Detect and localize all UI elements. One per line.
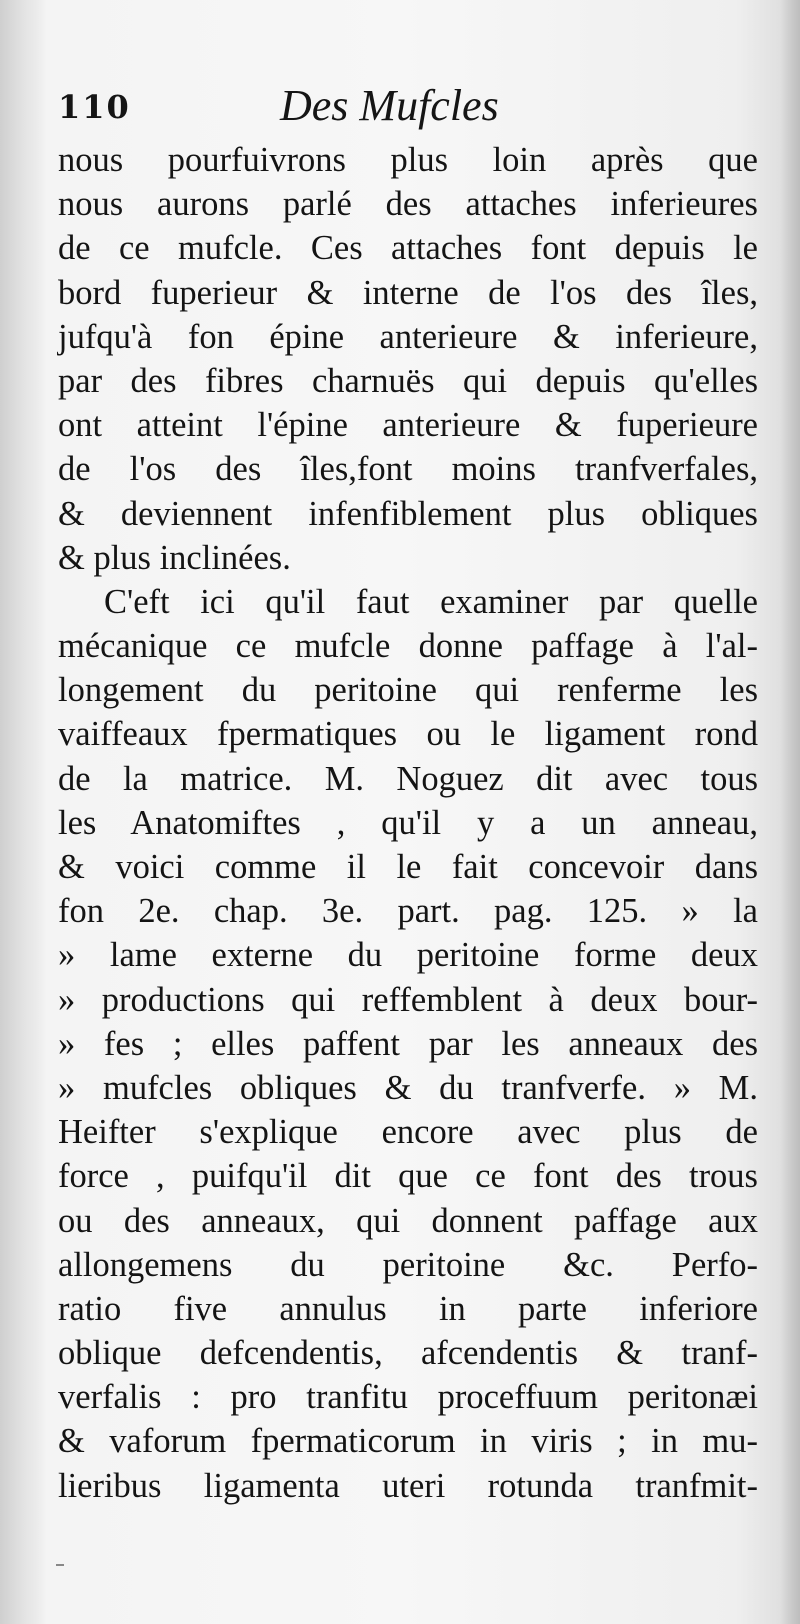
text-line: & plus inclinées. xyxy=(58,538,291,577)
text-line: par des fibres charnuës qui depuis qu'elles xyxy=(58,361,758,400)
body-text xyxy=(58,138,758,1508)
text-line: ou des anneaux, qui donnent paffage aux xyxy=(58,1201,758,1240)
text-line: longement du peritoine qui renferme les xyxy=(58,671,758,710)
text-line: nous aurons parlé des attaches inferieures xyxy=(58,185,758,224)
text-line: fon 2e. chap. 3e. part. pag. 125. » la xyxy=(58,892,758,931)
text-line: & vaforum fpermaticorum in viris ; in mu- xyxy=(58,1422,758,1461)
text-line: & voici comme il le fait concevoir dans xyxy=(58,848,758,886)
ink-mark xyxy=(56,1564,64,1566)
text-line: » fes ; elles paffent par les anneaux des xyxy=(58,1024,758,1063)
running-title: Des Mufcles xyxy=(280,81,499,130)
text-line: les Anatomiftes , qu'il y a un anneau, xyxy=(58,803,758,842)
text-line: oblique defcendentis, afcendentis & tranf- xyxy=(58,1334,758,1373)
text-line: verfalis : pro tranfitu proceffuum peritonæi xyxy=(58,1378,758,1417)
text-line: vaiffeaux fpermatiques ou le ligament rond xyxy=(58,715,758,754)
text-line: allongemens du peritoine &c. Perfo- xyxy=(58,1245,758,1284)
text-line: ratio five annulus in parte inferiore xyxy=(58,1289,758,1328)
text-line: de ce mufcle. Ces attaches font depuis le xyxy=(58,229,758,268)
text-line: nous pourfuivrons plus loin après que xyxy=(58,141,758,179)
text-line: ont atteint l'épine anterieure & fuperieure xyxy=(58,406,758,445)
text-line: bord fuperieur & interne de l'os des îles, xyxy=(58,273,758,312)
text-line: C'eft ici qu'il faut examiner par quelle xyxy=(104,582,758,621)
page-gutter-shadow xyxy=(0,0,46,1624)
text-line: & deviennent infenfiblement plus obliques xyxy=(58,494,758,533)
text-line: de la matrice. M. Noguez dit avec tous xyxy=(58,759,758,798)
text-line: de l'os des îles,font moins tranfverfales, xyxy=(58,450,758,489)
text-line: Heifter s'explique encore avec plus de xyxy=(58,1113,758,1152)
page-edge-shadow xyxy=(780,0,800,1624)
text-line: » lame externe du peritoine forme deux xyxy=(58,936,758,975)
text-line: force , puifqu'il dit que ce font des trous xyxy=(58,1157,758,1196)
text-line: » mufcles obliques & du tranfverfe. » M. xyxy=(58,1068,758,1107)
text-line: jufqu'à fon épine anterieure & inferieure, xyxy=(58,317,758,356)
page-number: 110 xyxy=(58,88,131,126)
text-line: » productions qui reffemblent à deux bour- xyxy=(58,980,758,1019)
text-line: mécanique ce mufcle donne paffage à l'al- xyxy=(58,627,758,666)
page-header xyxy=(58,80,758,140)
text-line: lieribus ligamenta uteri rotunda tranfmit- xyxy=(58,1466,758,1505)
